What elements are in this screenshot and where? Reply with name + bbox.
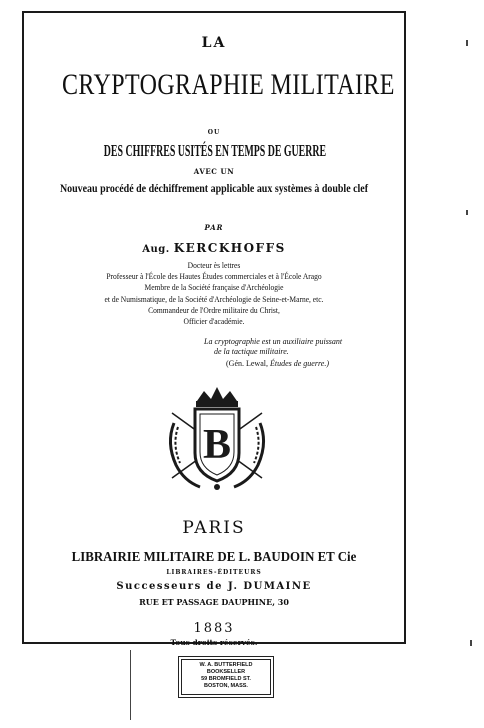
successors-line: Successeurs de J. DUMAINE (116, 581, 312, 592)
book-subtitle: DES CHIFFRES USITÉS EN TEMPS DE GUERRE (103, 141, 327, 160)
bookseller-stamp (178, 656, 274, 698)
epigraph-author: (Gén. Lewal, (226, 359, 268, 368)
author-name (24, 241, 404, 255)
author-first-name: Aug. (142, 244, 170, 255)
scan-artifact-mark (466, 40, 468, 46)
publication-city: PARIS (182, 518, 246, 538)
subtitle-method: Nouveau procédé de déchiffrement applicable aux systèmes à double clef (59, 181, 369, 195)
author-last-name: KERCKHOFFS (173, 241, 286, 255)
publisher-name: LIBRAIRIE MILITAIRE DE L. BAUDOIN ET Cie (71, 550, 357, 565)
stamp-line: 59 BROMFIELD ST. (201, 676, 251, 682)
title-connector: OU (207, 129, 221, 136)
author-credential: Docteur ès lettres (187, 261, 241, 270)
author-credential: Professeur à l'École des Hautes Études commerciales et à l'École Arago (106, 272, 322, 281)
epigraph-line: de la tactique militaire. (214, 347, 289, 356)
title-prefix: LA (201, 35, 227, 51)
author-credential: et de Numismatique, de la Société d'Archéologie de Seine-et-Marne, etc. (104, 295, 324, 304)
publisher-address: RUE ET PASSAGE DAUPHINE, 30 (139, 597, 289, 607)
stamp-line: W. A. BUTTERFIELD (199, 662, 253, 668)
scan-artifact-mark (466, 210, 468, 215)
publication-year: 1883 (193, 621, 235, 636)
emblem-letter: B (202, 422, 232, 468)
epigraph-line: La cryptographie est un auxiliaire puissant (204, 337, 343, 346)
epigraph-work: Études de guerre.) (269, 359, 330, 368)
epigraph-attribution (226, 359, 329, 368)
avec-un-line: AVEC UN (193, 167, 235, 176)
author-credential: Membre de la Société française d'Archéologie (144, 283, 284, 292)
author-credential: Commandeur de l'Ordre militaire du Christ, (148, 306, 280, 315)
publisher-role: LIBRAIRES-ÉDITEURS (166, 569, 262, 576)
par-line: PAR (204, 223, 224, 232)
author-credential: Officier d'académie. (183, 317, 245, 326)
stamp-line: BOOKSELLER (206, 669, 246, 675)
publisher-emblem-icon (162, 383, 272, 493)
book-title: CRYPTOGRAPHIE MILITAIRE (62, 68, 395, 101)
scan-artifact-mark (470, 640, 472, 646)
title-page-frame (22, 11, 406, 647)
stamp-line: BOSTON, MASS. (204, 683, 248, 689)
rights-notice: Tous droits réservés. (170, 638, 258, 647)
scan-artifact-line (130, 650, 131, 720)
